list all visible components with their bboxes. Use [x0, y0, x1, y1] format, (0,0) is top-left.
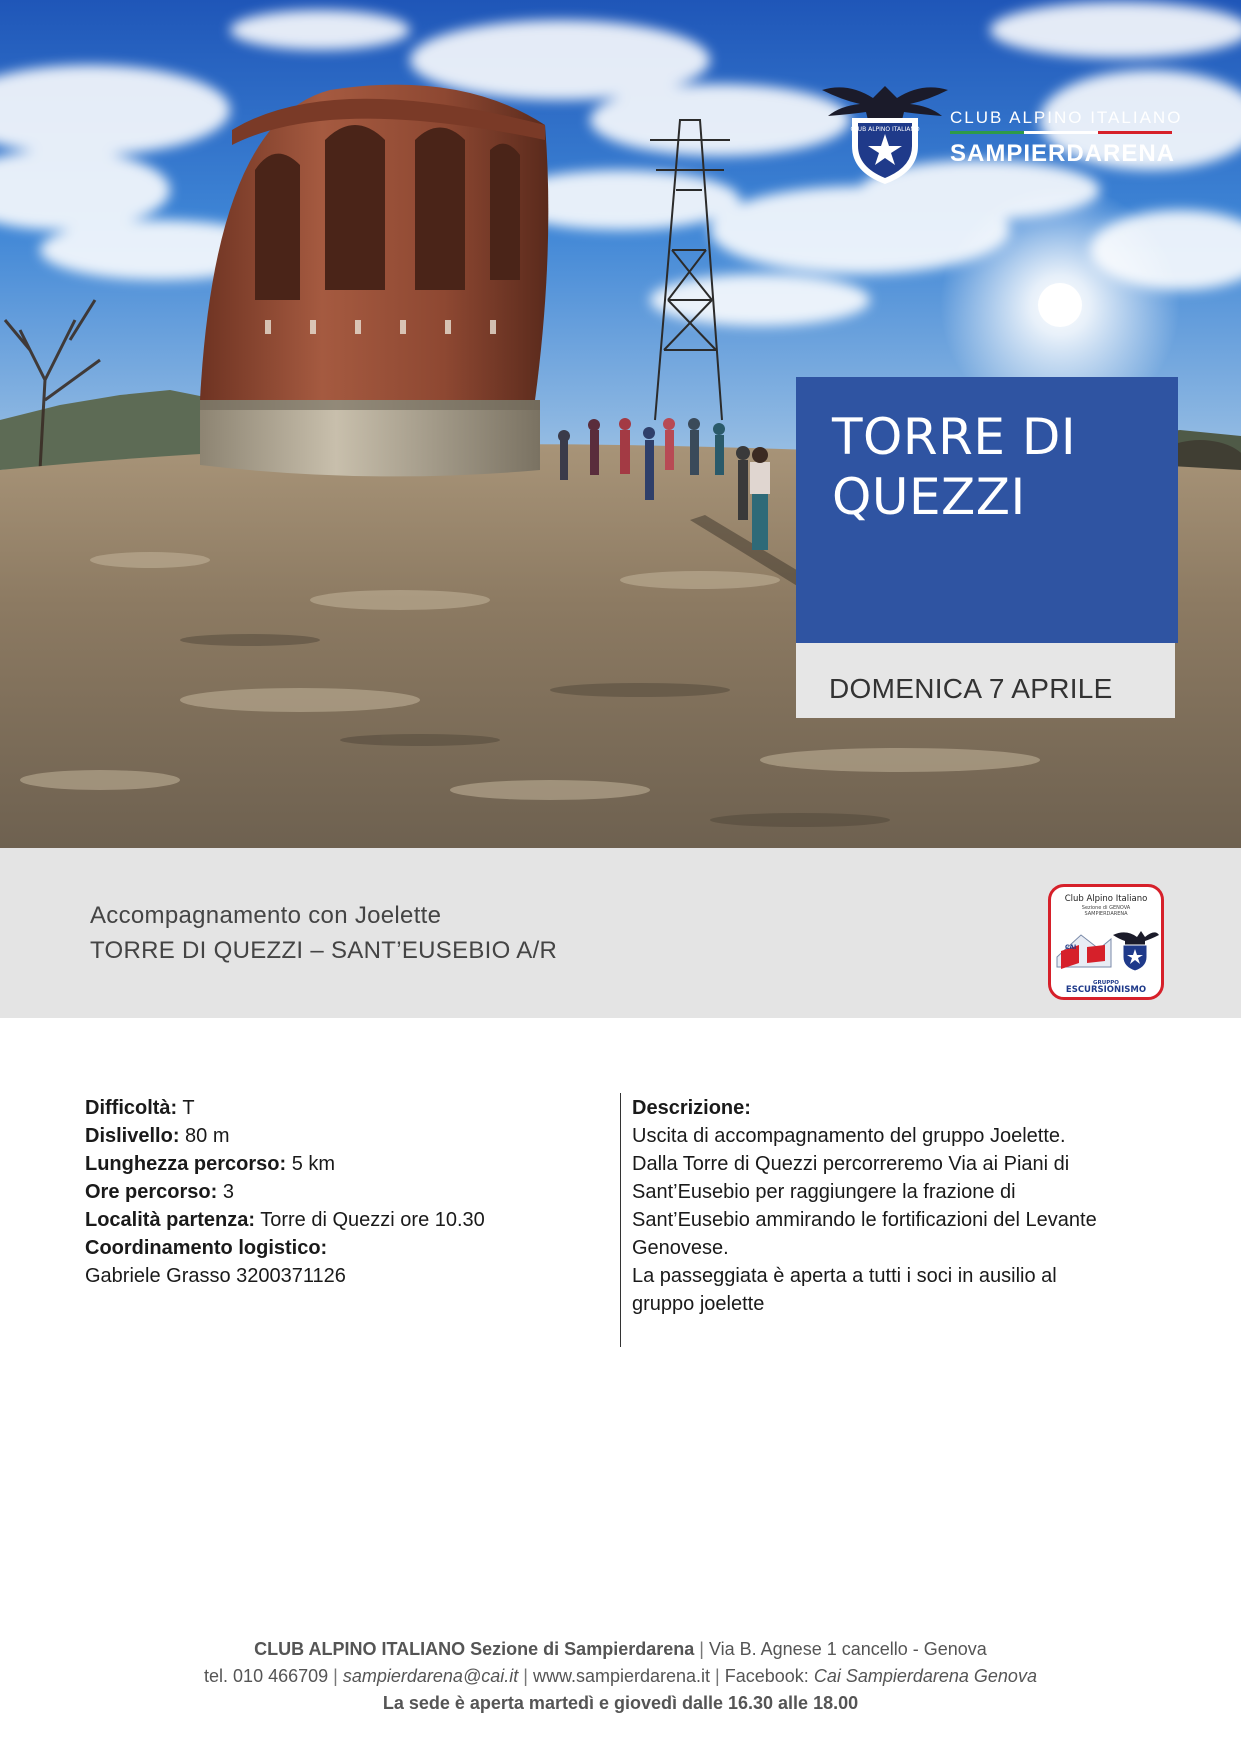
- description-line: Sant’Eusebio ammirando le fortificazioni del Levante: [632, 1209, 1097, 1231]
- hero-photo: [0, 0, 1241, 848]
- cai-sampierdarena-logo: [818, 76, 1183, 186]
- description-line: La passeggiata è aperta a tutti i soci in ausilio al: [632, 1265, 1057, 1287]
- description-line: Uscita di accompagnamento del gruppo Joelette.: [632, 1125, 1066, 1147]
- subtitle-band: [0, 848, 1241, 1018]
- badge-bottom1: GRUPPO: [1093, 980, 1119, 986]
- description-line: gruppo joelette: [632, 1293, 765, 1315]
- footer-facebook-label: Facebook:: [724, 1666, 809, 1686]
- footer: [0, 1636, 1241, 1717]
- footer-hours: La sede è aperta martedì e giovedì dalle 16.30 alle 18.00: [382, 1693, 859, 1713]
- description-line: Dalla Torre di Quezzi percorreremo Via ai Piani di: [632, 1153, 1070, 1175]
- badge-bottom2: ESCURSIONISMO: [1065, 985, 1147, 995]
- badge-cai: CAI: [1065, 944, 1077, 951]
- gruppo-escursionismo-badge: [1048, 884, 1164, 1000]
- escursionismo-logo-icon: [1051, 887, 1161, 997]
- detail-difficolta: Difficoltà: T: [85, 1097, 195, 1119]
- title-box: [796, 377, 1178, 643]
- footer-tel: tel. 010 466709: [204, 1666, 329, 1686]
- footer-line1: CLUB ALPINO ITALIANO Sezione di Sampierdarena | Via B. Agnese 1 cancello - Genova: [254, 1639, 987, 1659]
- date-box: [796, 643, 1175, 718]
- detail-localita: Località partenza: Torre di Quezzi ore 10.30: [85, 1209, 485, 1231]
- logo-line1: CLUB ALPINO ITALIANO: [950, 108, 1183, 127]
- footer-facebook-link[interactable]: Cai Sampierdarena Genova: [813, 1666, 1037, 1686]
- badge-top3: SAMPIERDARENA: [1084, 911, 1128, 917]
- event-title: [832, 407, 1142, 527]
- badge-top2: Sezione di GENOVA: [1081, 905, 1131, 911]
- detail-coordinamento-label: Coordinamento logistico:: [85, 1237, 328, 1259]
- subtitle-line1: Accompagnamento con Joelette: [90, 902, 442, 929]
- description-heading: Descrizione:: [632, 1097, 751, 1119]
- logo-line2: SAMPIERDARENA: [950, 140, 1176, 167]
- detail-ore: Ore percorso: 3: [85, 1181, 234, 1203]
- detail-lunghezza: Lunghezza percorso: 5 km: [85, 1153, 336, 1175]
- cai-eagle-emblem-icon: [818, 76, 952, 186]
- detail-coordinamento-value: Gabriele Grasso 3200371126: [85, 1265, 346, 1287]
- footer-line2: tel. 010 466709 | sampierdarena@cai.it | www.sampierdarena.it | Facebook: Cai Sampierdarena Genova: [204, 1666, 1037, 1686]
- description-line: Genovese.: [632, 1237, 729, 1259]
- emblem-text: CLUB ALPINO ITALIANO: [850, 126, 920, 133]
- event-date: DOMENICA 7 APRILE: [829, 673, 1113, 704]
- subtitle-line2: TORRE DI QUEZZI – SANT’EUSEBIO A/R: [90, 937, 558, 964]
- badge-top1: Club Alpino Italiano: [1064, 894, 1148, 904]
- footer-website-link[interactable]: www.sampierdarena.it: [532, 1666, 711, 1686]
- trip-details: [85, 1094, 595, 1290]
- tricolor-stripe: [950, 131, 1172, 134]
- footer-address: Via B. Agnese 1 cancello - Genova: [708, 1639, 987, 1659]
- footer-org: CLUB ALPINO ITALIANO Sezione di Sampierdarena: [254, 1639, 695, 1659]
- description: [632, 1094, 1152, 1318]
- event-title-line1: TORRE DI: [832, 408, 1077, 466]
- description-line: Sant’Eusebio per raggiungere la frazione di: [632, 1181, 1016, 1203]
- footer-email-link[interactable]: sampierdarena@cai.it: [342, 1666, 519, 1686]
- column-divider: [620, 1093, 621, 1347]
- detail-dislivello: Dislivello: 80 m: [85, 1125, 230, 1147]
- event-title-line2: QUEZZI: [832, 468, 1026, 526]
